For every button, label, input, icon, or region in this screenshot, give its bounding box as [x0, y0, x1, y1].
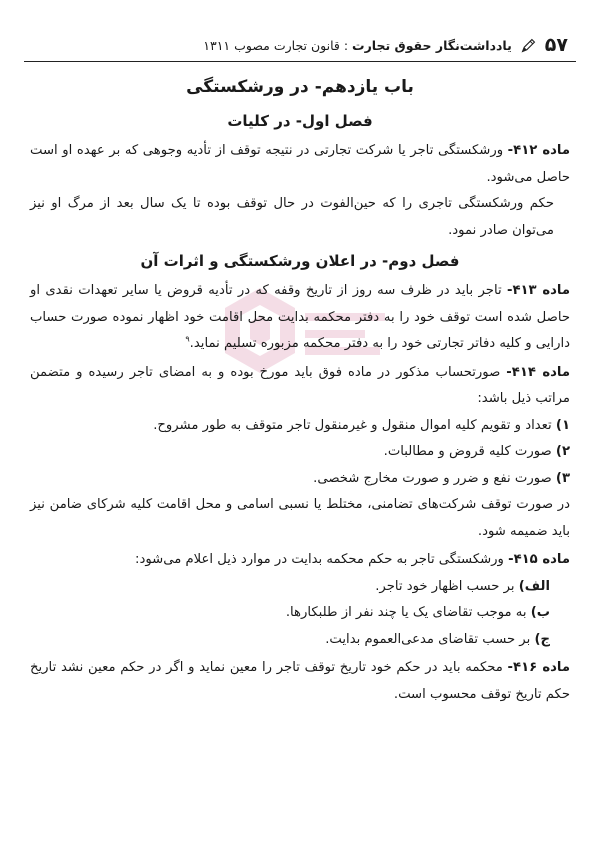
item-text: بر حسب تقاضای مدعی‌العموم بدایت. [325, 631, 535, 647]
section-title-2: فصل دوم- در اعلان ورشکستگی و اثرات آن [140, 252, 460, 270]
article-label: ماده ۴۱۴- [506, 364, 570, 380]
article-text: ورشکستگی تاجر یا شرکت تجارتی در نتیجه توقف از تأدیه وجوهی که بر عهده او است حاصل می‌شود. [30, 143, 570, 185]
item-letter: ب) [530, 605, 550, 620]
article-413 [30, 278, 570, 358]
article-412 [30, 138, 570, 191]
section-title-1: فصل اول- در کلیات [227, 112, 373, 130]
item-number: ۱) [555, 417, 570, 433]
article-text: تاجر باید در ظرف سه روز از تاریخ وقفه که در تأدیه قروض یا سایر تعهدات نقدی او حاصل شده است توقف خود را به دفتر محکمه بدایت محل اقامت خود اظهار نموده صورت حساب دارایی و کلیه دفاتر تجارتی خود را به دفتر محکمه مزبوره تسلیم نماید. [30, 283, 570, 351]
item-text: تعداد و تقویم کلیه اموال منقول و غیرمنقول تاجر متوقف به طور مشروح. [153, 417, 556, 433]
list-item [30, 600, 570, 627]
article-414-paragraph-2: در صورت توقف شرکت‌های تضامنی، مختلط یا نسبی اسامی و محل اقامت کلیه شرکای ضامن نیز باید ضمیمه شود. [30, 497, 570, 539]
pencil-icon [520, 37, 537, 54]
article-text: محکمه باید در حکم خود تاریخ توقف تاجر را معین نماید و اگر در حکم معین نشد تاریخ حکم تاریخ توقف محسوب است. [30, 660, 570, 702]
article-label: ماده ۴۱۲- [507, 143, 570, 158]
running-title-rest: : قانون تجارت مصوب ۱۳۱۱ [203, 37, 353, 53]
running-header [32, 30, 568, 60]
running-title-bold: یادداشت‌نگار حقوق تجارت [352, 37, 512, 53]
list-item [30, 413, 570, 440]
footnote-marker[interactable]: ۹ [185, 334, 190, 344]
article-label: ماده ۴۱۵- [508, 552, 570, 567]
item-text: بر حسب اظهار خود تاجر. [375, 578, 519, 594]
article-412-paragraph-2: حکم ورشکستگی تاجری را که حین‌الفوت در حال توقف بوده تا یک سال بعد از مرگ او نیز می‌توان صادر نمود. [30, 196, 554, 238]
list-item [30, 627, 570, 654]
item-number: ۳) [555, 470, 570, 486]
item-letter: ج) [534, 631, 550, 647]
list-item [30, 466, 570, 493]
article-text: ورشکستگی تاجر به حکم محکمه بدایت در موارد ذیل اعلام می‌شود: [135, 552, 509, 567]
item-number: ۲) [555, 444, 570, 459]
article-414 [30, 360, 570, 413]
article-label: ماده ۴۱۶- [507, 660, 570, 675]
list-item [30, 439, 570, 466]
item-text: صورت کلیه قروض و مطالبات. [383, 444, 556, 459]
article-416 [30, 655, 570, 708]
page-content [30, 66, 570, 708]
item-text: صورت نفع و ضرر و صورت مخارج شخصی. [313, 470, 556, 486]
item-text: به موجب تقاضای یک یا چند نفر از طلبکارها. [285, 605, 531, 620]
article-label: ماده ۴۱۳- [506, 283, 570, 298]
running-title [203, 38, 512, 53]
article-415 [30, 547, 570, 574]
article-text: صورتحساب مذکور در ماده فوق باید مورخ بوده و به امضای تاجر رسیده و متضمن مراتب ذیل باشد: [30, 364, 570, 406]
list-item [30, 574, 570, 601]
page-number: ۵۷ [544, 34, 568, 56]
chapter-title: باب یازدهم- در ورشکستگی [186, 77, 414, 97]
item-letter: الف) [518, 578, 550, 594]
header-rule [24, 61, 576, 62]
